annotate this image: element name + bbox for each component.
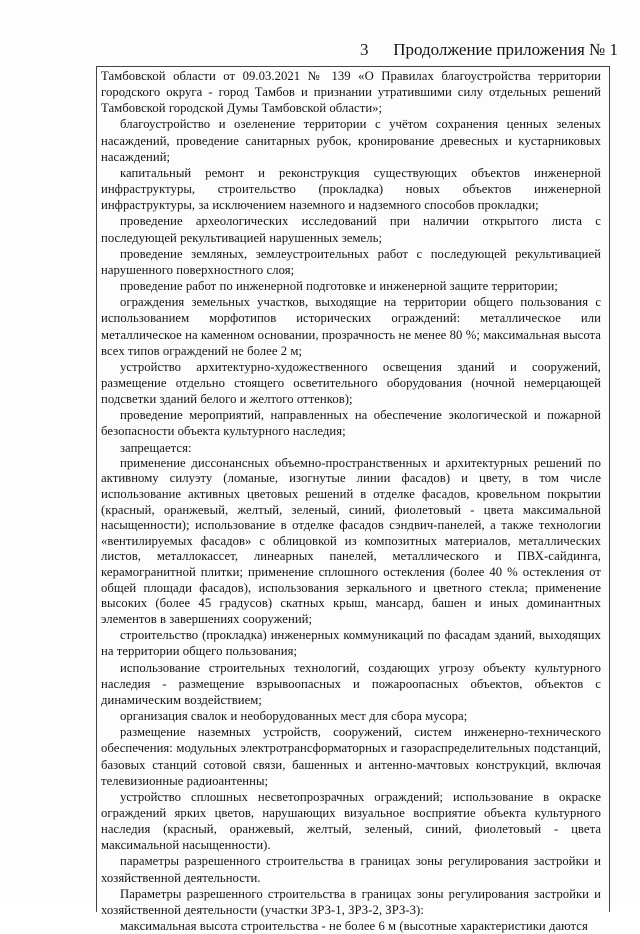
page-number: 3 bbox=[360, 40, 369, 59]
appendix-continuation-label: Продолжение приложения № 1 bbox=[393, 40, 618, 59]
document-body bbox=[101, 68, 601, 934]
paragraph: применение диссонансных объемно-пространственных и архитектурных решений по активному силуэту (ломаные, изогнутые линии фасадов) и цвету, в том числе использование активных цветовых решений в отделке фасадов, кровельном покрытии (красный, оранжевый, желтый, зеленый, синий, фиолетовый - цвета максимальной насыщенности); использование в отделке фасадов сэндвич-панелей, а также технологии «вентилируемых фасадов» с облицовкой из композитных материалов, металлических листов, металлокассет, линеарных панелей, металлического и ПВХ-сайдинга, керамогранитной плитки; применение сплошного остекления (более 40 % остекления от общей площади фасадов), использования зеркального и цветного стекла; применение высоких (более 45 градусов) скатных крыш, мансард, башен и иных доминантных элементов в завершениях сооружений; bbox=[101, 455, 601, 626]
paragraph: использование строительных технологий, создающих угрозу объекту культурного наследия - размещение взрывоопасных и пожароопасных объектов, объектов с динамическим воздействием; bbox=[101, 660, 601, 707]
paragraph: проведение мероприятий, направленных на обеспечение экологической и пожарной безопасности объекта культурного наследия; bbox=[101, 408, 601, 439]
paragraph: строительство (прокладка) инженерных коммуникаций по фасадам зданий, выходящих на территории общего пользования; bbox=[101, 628, 601, 659]
paragraph: максимальная высота строительства - не более 6 м (высотные характеристики даются bbox=[120, 919, 588, 934]
page-header bbox=[0, 40, 640, 66]
paragraph: проведение работ по инженерной подготовке и инженерной защите территории; bbox=[120, 279, 558, 294]
paragraph: проведение земляных, землеустроительных работ с последующей рекультивацией нарушенного поверхностного слоя; bbox=[101, 246, 601, 277]
paragraph: параметры разрешенного строительства в границах зоны регулирования застройки и хозяйственной деятельности. bbox=[101, 854, 601, 885]
paragraph: капитальный ремонт и реконструкция существующих объектов инженерной инфраструктуры, строительство (прокладка) новых объектов инженерной инфраструктуры, за исключением наземного и надземного способов прокладки; bbox=[101, 165, 601, 213]
paragraph: организация свалок и необорудованных мест для сбора мусора; bbox=[120, 709, 468, 724]
paragraph: размещение наземных устройств, сооружений, систем инженерно-технического обеспечения: модульных электротрансформаторных и газораспределительных подстанций, базовых станций сотовой связи, башенных и антенно-мачтовых конструкций, включая телевизионные радиоантенны; bbox=[101, 725, 601, 788]
paragraph: ограждения земельных участков, выходящие на территории общего пользования с использованием морфотипов исторических ограждений: металлическое или металлическое на каменном основании, прозрачность не менее 80 %; максимальная высота всех типов ограждений не более 2 м; bbox=[101, 295, 601, 358]
paragraph: устройство сплошных несветопрозрачных ограждений; использование в окраске ограждений ярких цветов, нарушающих визуальное восприятие объекта культурного наследия (красный, оранжевый, желтый, зеленый, синий, фиолетовый - цвета максимальной насыщенности). bbox=[101, 789, 601, 853]
paragraph: проведение археологических исследований при наличии открытого листа с последующей рекультивацией нарушенных земель; bbox=[101, 214, 601, 245]
paragraph-prohibited-heading: запрещается: bbox=[120, 440, 192, 455]
paragraph: благоустройство и озеленение территории с учётом сохранения ценных зеленых насаждений, проведение санитарных рубок, кронирование древесных и кустарниковых насаждений; bbox=[101, 117, 601, 164]
paragraph: устройство архитектурно-художественного освещения зданий и сооружений, размещение отдельно стоящего осветительного оборудования (ночной немерцающей подсветки зданий белого и желтого оттенков); bbox=[101, 359, 601, 407]
paragraph: Тамбовской области от 09.03.2021 № 139 «О Правилах благоустройства территории городского округа - город Тамбов и признании утратившими силу отдельных решений Тамбовской городской Думы Тамбовской области»; bbox=[101, 69, 601, 116]
paragraph: Параметры разрешенного строительства в границах зоны регулирования застройки и хозяйственной деятельности (участки ЗРЗ-1, ЗРЗ-2, ЗРЗ-3): bbox=[101, 886, 601, 917]
